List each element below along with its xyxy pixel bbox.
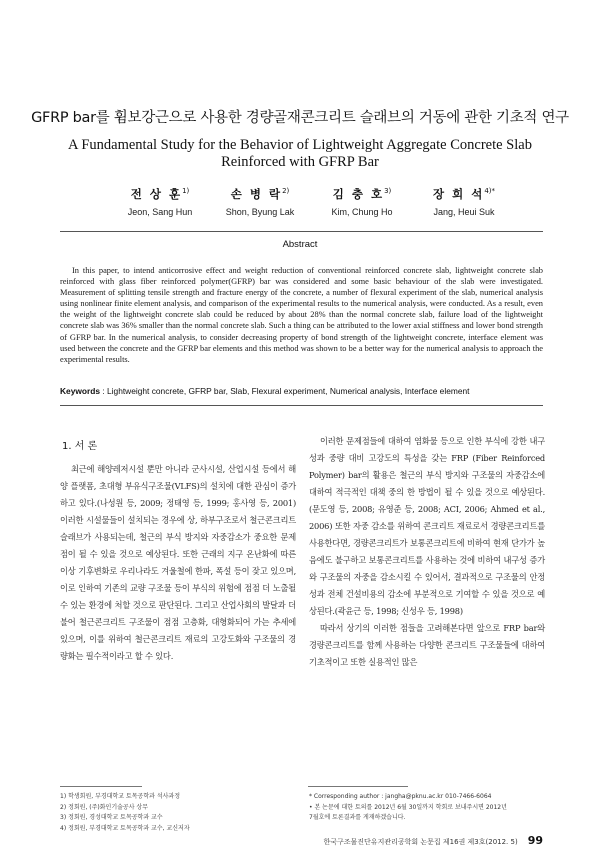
- footnote-corresponding: * Corresponding author : jangha@pknu.ac.kr 010-7466-6064: [309, 793, 492, 800]
- footnote-discussion-1: • 본 논문에 대한 토의를 2012년 6월 30일까지 학회로 보내주시면 2012년: [309, 803, 507, 811]
- left-column: [60, 461, 296, 665]
- right-column-paragraph-2: 따라서 상기의 이러한 점들을 고려해본다면 앞으로 FRP bar와 경량콘크리트를 함께 사용하는 다양한 콘크리트 구조물들에 대하여 기초적이고 또한 실용적인 많은: [309, 623, 545, 667]
- abstract-heading: Abstract: [282, 239, 318, 250]
- paper-title-english: [60, 137, 540, 171]
- paper-title-korean: GFRP bar를 휨보강근으로 사용한 경량골재콘크리트 슬래브의 거동에 관한 기초적 연구: [31, 110, 569, 126]
- author-1-name-en: Jeon, Sang Hun: [127, 207, 193, 217]
- author-2-name-en: Shon, Byung Lak: [225, 207, 295, 217]
- author-1-affil: 1): [182, 187, 190, 196]
- abstract-body: In this paper, to intend anticorrosive effect and weight reduction of conventional reinforced concrete slab, lightweight concrete slab reinforced with glass fiber reinforced polymer(GFRP) bar was considered and some basic behaviour of the slab were investigated. Measurement of splitting tensile strength and fracture energy of the concrete, a number of flexural experiment of the slab, numerical analysis using nonlinear finite element analysis, and comparison of the experimental results to the numerical analysis, were conducted. As a result, even the weight of the lightweight concrete slab could be reduced by about 28% than the normal concrete slab, failure load of the lightweight concrete slab was 36% smaller than the normal concrete slab. Such a thing can be attributed to the lower axial stiffness and lower bond strength of GFRP bar. In the numerical analysis, to consider decreasing property of bond strength of the lightweight concrete, interface element was used between the concrete and the GFRP bar elements and this method was shown to be a better way for the numerical analysis to approach the experimental results.: [60, 266, 543, 364]
- footnote-rule-left: [60, 786, 142, 787]
- title-en-line-2: Reinforced with GFRP Bar: [221, 154, 379, 170]
- author-4-name-en: Jang, Heui Suk: [433, 207, 495, 217]
- right-column: [309, 433, 545, 671]
- footnote-rule-right: [308, 786, 408, 787]
- title-en-line-1: A Fundamental Study for the Behavior of Lightweight Aggregate Concrete Slab: [68, 137, 532, 153]
- footnotes-correspondence: [309, 792, 545, 824]
- keywords-label: Keywords: [60, 386, 101, 396]
- left-column-paragraph: 최근에 해양레저시설 뿐만 아니라 군사시설, 산업시설 등에서 해양 플랫폼, 초대형 부유식구조물(VLFS)의 설치에 대한 관심이 증가하고 있다.(나성원 등, 2009; 정태영 등, 1999; 홍사영 등, 2001) 이러한 시설물들이 설치되는 경우에 상, 하부구조로서 철근콘크리트 슬래브가 사용되는데, 철근의 부식 방지와 자중감소가 중요한 문제점이 될 수 있을 것으로 예상된다. 또한 근래의 지구 온난화에 따른 이상 기후변화로 우리나라도 겨울철에 한파, 폭설 등이 잦고 있으며, 이로 인하여 기존의 교량 구조물 등이 부식의 위험에 점점 더 노출될 수 있는 환경에 처할 것으로 판단된다. 그리고 산업사회의 발달과 더불어 철근콘크리트 구조물이 점점 고층화, 대형화되어 가는 추세에 있으며, 이를 위하여 철근콘크리트 재료의 고강도화와 구조물의 경량화는 필수적이라고 할 수 있다.: [60, 464, 296, 661]
- abstract-bottom-rule: [60, 405, 543, 406]
- keywords-list: Lightweight concrete, GFRP bar, Slab, Flexural experiment, Numerical analysis, Interface element: [107, 386, 470, 396]
- author-2-name-ko: 손 병 락: [230, 187, 283, 201]
- footnote-2: 2) 정회원, (주)화인기술공사 상무: [60, 803, 149, 811]
- footnotes-affiliations: [60, 792, 296, 834]
- abstract-top-rule: [60, 231, 543, 232]
- page-number: 99: [527, 834, 543, 847]
- author-3-affil: 3): [384, 187, 392, 196]
- footnote-3: 3) 정회원, 경성대학교 토목공학과 교수: [60, 814, 163, 821]
- author-3-name-ko: 김 충 호: [332, 187, 385, 201]
- page-footer: [300, 834, 543, 847]
- journal-citation: 한국구조물진단유지관리공학회 논문집 제16권 제3호(2012. 5): [323, 838, 518, 846]
- author-4-name-ko: 장 희 석: [432, 187, 485, 201]
- footnote-discussion-2: 7월호에 토론결과를 게재하겠습니다.: [309, 814, 406, 821]
- footnote-4: 4) 정회원, 부경대학교 토목공학과 교수, 교신저자: [60, 824, 190, 832]
- right-column-paragraph-1: 이러한 문제점들에 대하여 염화물 등으로 인한 부식에 강한 내구성과 중량 대비 고강도의 특성을 갖는 FRP (Fiber Reinforced Polymer) bar의 활용은 철근의 부식 방지와 구조물의 자중감소에 대하여 적극적인 대책 중의 한 방법이 될 수 있을 것으로 예상된다.(문도영 등, 2008; 유영준 등, 2008; ACI, 2006; Ahmed et al., 2006) 또한 자중 감소를 위하여 콘크리트 재료로서 경량콘크리트를 사용한다면, 경량콘크리트가 보통콘크리트에 비하여 현재 단가가 높음에도 불구하고 보통콘크리트를 사용하는 것에 비하여 내구성 증가와 구조물의 자중을 감소시킬 수 있어서, 결과적으로 구조물의 안정성과 전체 건설비용의 감소에 부분적으로 기여할 수 있을 것으로 예상된다.(곽윤근 등, 1998; 신성우 등, 1998): [309, 436, 545, 616]
- author-1-name-ko: 전 상 훈: [130, 187, 183, 201]
- author-3-name-en: Kim, Chung Ho: [331, 207, 393, 217]
- footnote-1: 1) 학생회원, 부경대학교 토목공학과 석사과정: [60, 793, 181, 800]
- keywords-line: Keywords : Lightweight concrete, GFRP bar, Slab, Flexural experiment, Numerical analysis, Interface element: [60, 386, 470, 396]
- author-4-affil: 4)*: [484, 187, 496, 196]
- section-heading-introduction: 1. 서 론: [62, 441, 98, 452]
- author-2-affil: 2): [282, 187, 290, 196]
- author-4: [404, 186, 524, 217]
